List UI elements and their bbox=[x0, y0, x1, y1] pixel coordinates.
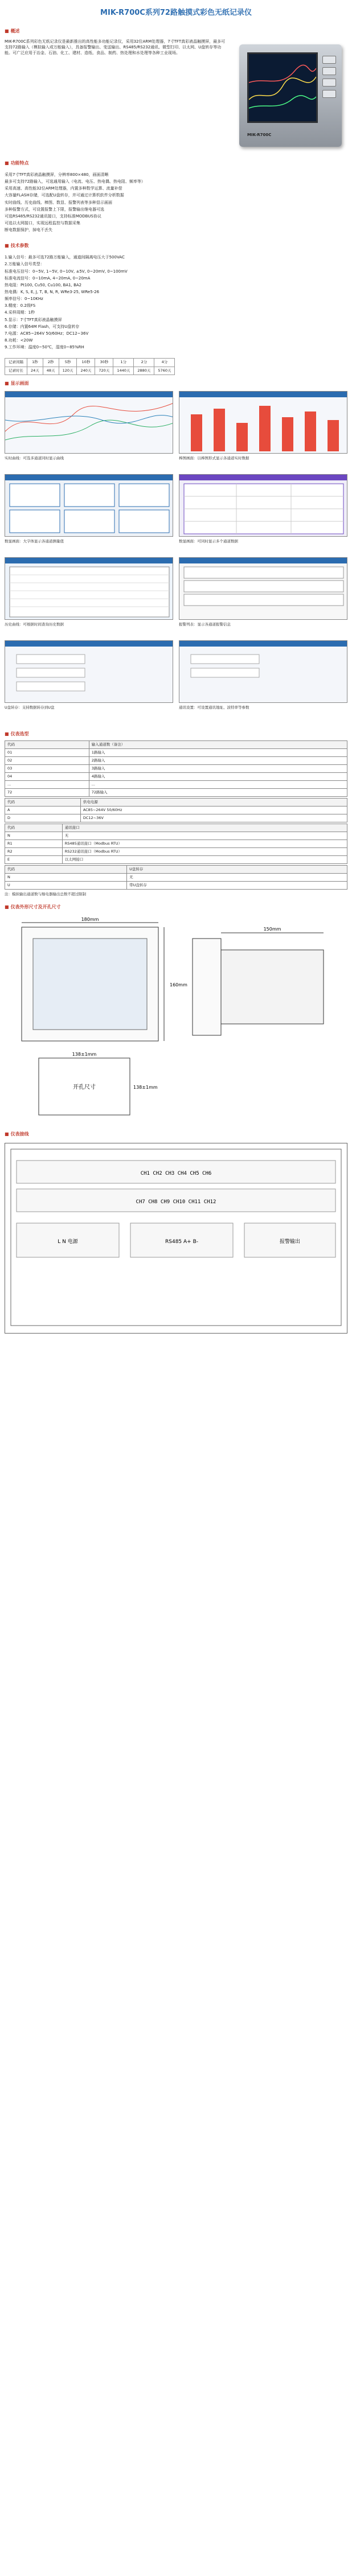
wiring-box bbox=[5, 1143, 347, 1334]
table-header-cell: 通讯接口 bbox=[62, 824, 347, 832]
recorder-key bbox=[322, 67, 336, 75]
table-row bbox=[5, 866, 347, 874]
table-cell: E bbox=[5, 856, 63, 864]
page-title: MIK-R700C系列72路触摸式彩色无纸记录仪 bbox=[100, 9, 252, 17]
screen-digital-display bbox=[5, 474, 173, 537]
terminal-row-label: CH7 CH8 CH9 CH10 CH11 CH12 bbox=[136, 1199, 216, 1205]
table-row bbox=[5, 749, 347, 757]
table-row bbox=[5, 359, 175, 367]
table-header-cell: 代码 bbox=[5, 866, 127, 874]
recorder-key bbox=[322, 90, 336, 98]
section-title: 概述 bbox=[10, 28, 20, 34]
table-cell: 03 bbox=[5, 765, 89, 773]
section-tech-header bbox=[0, 241, 352, 251]
alarm-terminal-label: 报警输出 bbox=[279, 1238, 301, 1245]
section-title: 仪表接线 bbox=[10, 1131, 29, 1137]
table-row bbox=[5, 799, 347, 806]
screen-history-curve bbox=[5, 557, 173, 620]
dimension-drawing bbox=[0, 912, 352, 1126]
table-cell: 1秒 bbox=[27, 359, 43, 367]
tech-item: 9.工作环境：温度0~50℃，湿度0~85%RH bbox=[5, 345, 84, 350]
table-header-cell: 代码 bbox=[5, 824, 63, 832]
table-cell: 10秒 bbox=[77, 359, 95, 367]
table-cell: 72路输入 bbox=[89, 789, 347, 797]
section-title: 仪表选型 bbox=[10, 731, 29, 737]
screen-comm-settings bbox=[179, 640, 347, 703]
section-title: 仪表外形尺寸及开孔尺寸 bbox=[10, 904, 61, 910]
feature-item: 可选以太网接口，实现远程监控与数据采集 bbox=[5, 220, 80, 225]
table-header-cell: 输入通道数（备注） bbox=[89, 741, 347, 749]
table-cell: 2秒 bbox=[43, 359, 59, 367]
table-cell: 5秒 bbox=[59, 359, 77, 367]
tech-item: 1.输入信号：最多可选72路万能输入，通道间隔离电压大于500VAC bbox=[5, 255, 125, 260]
screen-alarm-list bbox=[179, 557, 347, 620]
screen-caption: 数显画面：大字体显示各通道测量值 bbox=[5, 539, 64, 544]
selection-note: 注：模拟输出通道数与继电器输出总数不超过限制 bbox=[5, 892, 86, 897]
table-row bbox=[5, 840, 347, 848]
section-marker-icon: ■ bbox=[5, 381, 9, 386]
feature-item: 可选RS485/RS232通讯接口，支持标准MODBUS协议 bbox=[5, 213, 102, 219]
tech-item: 热电阻：Pt100, Cu50, Cu100, BA1, BA2 bbox=[5, 282, 82, 287]
table-cell: 以太网接口 bbox=[62, 856, 347, 864]
screen-caption: 数显画面：可同时显示多个通道数据 bbox=[179, 539, 238, 544]
table-row bbox=[5, 781, 347, 789]
section-marker-icon: ■ bbox=[5, 28, 9, 34]
table-header-cell: 代码 bbox=[5, 799, 81, 806]
tech-item: 4.采样周期：1秒 bbox=[5, 310, 35, 315]
section-features-header bbox=[0, 158, 352, 168]
section-title: 功能特点 bbox=[10, 161, 29, 166]
table-cell: DC12~36V bbox=[80, 814, 347, 822]
shot-row bbox=[5, 557, 347, 620]
table-row bbox=[5, 806, 347, 814]
usb-table bbox=[5, 865, 347, 890]
section-title: 显示画面 bbox=[10, 381, 29, 386]
comm-table bbox=[5, 824, 347, 864]
table-cell: D bbox=[5, 814, 81, 822]
screen-usb-transfer bbox=[5, 640, 173, 703]
table-cell: N bbox=[5, 832, 63, 840]
input-channel-table bbox=[5, 740, 347, 797]
section-dimensions-header bbox=[0, 902, 352, 912]
screen-caption: 报警列表：显示各通道报警信息 bbox=[179, 622, 231, 627]
feature-item: 最多可支持72路输入，可选通用输入（电流、电压、热电偶、热电阻、频率等） bbox=[5, 179, 145, 184]
dim-depth-label: 150mm bbox=[263, 926, 281, 932]
recorder-key bbox=[322, 56, 336, 64]
recorder-key bbox=[322, 79, 336, 87]
table-row bbox=[5, 789, 347, 797]
dim-width-label: 180mm bbox=[81, 916, 99, 922]
dimension-svg bbox=[5, 916, 347, 1121]
cutout-text: 开孔尺寸 bbox=[73, 1084, 96, 1091]
table-cell: 72 bbox=[5, 789, 89, 797]
tech-item: 6.存储：内置64M Flash，可支持U盘转存 bbox=[5, 324, 80, 329]
table-row bbox=[5, 367, 175, 375]
table-cell: 4路输入 bbox=[89, 773, 347, 781]
digital-thumbnail bbox=[5, 475, 173, 537]
section-selection-header bbox=[0, 729, 352, 739]
usb-thumbnail bbox=[5, 641, 173, 703]
shot-row bbox=[5, 474, 347, 537]
cutout-width-label: 138±1mm bbox=[72, 1051, 97, 1057]
table-cell: 48天 bbox=[43, 367, 59, 375]
feature-item: 多种报警方式，可设置报警上下限，报警输出继电器可选 bbox=[5, 207, 104, 212]
screen-realtime-curve bbox=[5, 391, 173, 454]
caption-row bbox=[5, 705, 347, 720]
table-cell: 02 bbox=[5, 757, 89, 765]
table-row bbox=[5, 832, 347, 840]
bar-thumbnail bbox=[179, 392, 347, 454]
section-marker-icon: ■ bbox=[5, 731, 9, 737]
table-cell: ... bbox=[5, 781, 89, 789]
tech-item: 7.电源：AC85~264V 50/60Hz；DC12~36V bbox=[5, 331, 89, 336]
curve-thumbnail bbox=[5, 392, 173, 454]
multi-thumbnail bbox=[179, 475, 347, 537]
section-marker-icon: ■ bbox=[5, 1131, 9, 1137]
table-header-cell: U盘转存 bbox=[127, 866, 347, 874]
caption-row bbox=[5, 622, 347, 637]
table-row bbox=[5, 814, 347, 822]
intro-block bbox=[0, 36, 352, 155]
table-cell: ... bbox=[89, 781, 347, 789]
screen-caption: 历史曲线：可根据时间查询历史数据 bbox=[5, 622, 64, 627]
table-cell: 1440天 bbox=[113, 367, 134, 375]
shot-row bbox=[5, 640, 347, 703]
table-row bbox=[5, 765, 347, 773]
recorder-image bbox=[234, 39, 347, 153]
table-cell: 30秒 bbox=[95, 359, 113, 367]
table-cell: 3路输入 bbox=[89, 765, 347, 773]
history-thumbnail bbox=[5, 558, 173, 620]
caption-row bbox=[5, 539, 347, 554]
table-cell: 240天 bbox=[77, 367, 95, 375]
table-row bbox=[5, 848, 347, 856]
comm-thumbnail bbox=[179, 641, 347, 703]
table-cell: 2路输入 bbox=[89, 757, 347, 765]
tech-item: 5.显示：7寸TFT真彩液晶触摸屏 bbox=[5, 317, 62, 322]
cutout-height-label: 138±1mm bbox=[133, 1084, 158, 1090]
alarm-thumbnail bbox=[179, 558, 347, 620]
section-screens-header bbox=[0, 378, 352, 389]
screen-bar-graph bbox=[179, 391, 347, 454]
table-row bbox=[5, 856, 347, 864]
caption-row bbox=[5, 456, 347, 471]
table-cell: 120天 bbox=[59, 367, 77, 375]
table-cell: 1分 bbox=[113, 359, 134, 367]
screen-caption: 棒图画面：以棒图形式显示各通道实时数据 bbox=[179, 456, 249, 461]
screen-caption: 实时曲线：可选多通道同时显示曲线 bbox=[5, 456, 64, 461]
section-marker-icon: ■ bbox=[5, 161, 9, 166]
table-cell: AC85~264V 50/60Hz bbox=[80, 806, 347, 814]
record-duration-table bbox=[5, 358, 175, 375]
tech-item: 热电偶：K, S, E, J, T, B, N, R, WRe3-25, WRe5-26 bbox=[5, 289, 100, 294]
recorder-screen bbox=[247, 52, 318, 123]
screen-caption: 通讯设置：可设置通讯地址、波特率等参数 bbox=[179, 705, 249, 710]
table-row bbox=[5, 757, 347, 765]
table-cell: 2880天 bbox=[134, 367, 154, 375]
table-cell: RS232通讯接口（Modbus RTU） bbox=[62, 848, 347, 856]
table-header-cell: 代码 bbox=[5, 741, 89, 749]
wiring-diagram bbox=[0, 1139, 352, 1337]
tech-item: 频率信号：0~10KHz bbox=[5, 297, 43, 302]
terminal-row-label: CH1 CH2 CH3 CH4 CH5 CH6 bbox=[140, 1170, 212, 1176]
feature-item: 断电数据保护，掉电不丢失 bbox=[5, 228, 52, 233]
features-list bbox=[0, 168, 352, 237]
screen-caption: U盘转存：支持数据转存到U盘 bbox=[5, 705, 55, 710]
table-cell: 24天 bbox=[27, 367, 43, 375]
table-cell: 04 bbox=[5, 773, 89, 781]
power-table bbox=[5, 798, 347, 822]
screen-multi-display bbox=[179, 474, 347, 537]
tech-item: 8.功耗：<20W bbox=[5, 338, 33, 343]
table-header-cell: 供电电源 bbox=[80, 799, 347, 806]
table-cell: N bbox=[5, 874, 127, 882]
feature-item: 大容量FLASH存储，可选配U盘转存，并可通过计算机软件分析数据 bbox=[5, 193, 124, 198]
table-cell: 记录时长 bbox=[5, 367, 27, 375]
recorder-keys bbox=[322, 56, 336, 101]
section-marker-icon: ■ bbox=[5, 243, 9, 249]
intro-text: MIK-R700C系列彩色无纸记录仪是最新推出的高性能多功能记录仪，采用32位ARM处理器，7寸TFT真彩液晶触摸屏，最多可支持72路输入（模拟输入或万能输入），具备报警输出、变送输出、RS485/RS232通讯、微型打印、以太网、U盘转存等功能。可广泛应用于冶金、石油、化工、建材、造纸、食品、制药、热处理和水处理等各种工业现场。 bbox=[5, 39, 226, 56]
table-cell: 720天 bbox=[95, 367, 113, 375]
tech-list bbox=[0, 251, 352, 355]
table-row bbox=[5, 824, 347, 832]
tech-item: 2.万能输入信号类型： bbox=[5, 262, 44, 267]
recorder-screen-curves bbox=[249, 54, 316, 121]
tech-item: 标准电流信号：0~10mA, 4~20mA, 0~20mA bbox=[5, 275, 91, 281]
feature-item: 实时曲线、历史曲线、棒图、数显、报警列表等多种显示画面 bbox=[5, 200, 112, 205]
screenshots-grid bbox=[0, 389, 352, 726]
power-terminal-label: L N 电源 bbox=[58, 1238, 78, 1245]
shot-row bbox=[5, 391, 347, 454]
comm-terminal-label: RS485 A+ B- bbox=[165, 1238, 198, 1245]
table-cell: A bbox=[5, 806, 81, 814]
table-cell: 1路输入 bbox=[89, 749, 347, 757]
table-cell: 无 bbox=[127, 874, 347, 882]
section-overview-header bbox=[0, 26, 352, 36]
table-cell: R2 bbox=[5, 848, 63, 856]
table-cell: 记录间隔 bbox=[5, 359, 27, 367]
tech-item: 标准电压信号：0~5V, 1~5V, 0~10V, ±5V, 0~20mV, 0~100mV bbox=[5, 269, 128, 274]
table-cell: R1 bbox=[5, 840, 63, 848]
table-row bbox=[5, 882, 347, 890]
dim-height-label: 160mm bbox=[170, 982, 187, 987]
table-cell: 4分 bbox=[154, 359, 175, 367]
table-cell: 5760天 bbox=[154, 367, 175, 375]
feature-item: 采用高速、高性能32位ARM处理器，内置多种数学运算、流量补偿 bbox=[5, 186, 122, 191]
section-wiring-header bbox=[0, 1129, 352, 1139]
table-cell: RS485通讯接口（Modbus RTU） bbox=[62, 840, 347, 848]
tech-item: 3.精度：0.2级FS bbox=[5, 303, 36, 308]
table-cell: 2分 bbox=[134, 359, 154, 367]
table-row bbox=[5, 741, 347, 749]
section-title: 技术参数 bbox=[10, 243, 29, 249]
table-cell: U bbox=[5, 882, 127, 890]
feature-item: 采用7寸TFT真彩液晶触摸屏，分辨率800×480，画面清晰 bbox=[5, 172, 109, 177]
recorder-body bbox=[239, 44, 342, 147]
table-cell: 带U盘转存 bbox=[127, 882, 347, 890]
table-cell: 无 bbox=[62, 832, 347, 840]
table-row bbox=[5, 874, 347, 882]
recorder-brand: MIK-R700C bbox=[247, 132, 272, 137]
table-cell: 01 bbox=[5, 749, 89, 757]
section-marker-icon: ■ bbox=[5, 904, 9, 910]
wiring-svg bbox=[5, 1143, 347, 1331]
table-row bbox=[5, 773, 347, 781]
